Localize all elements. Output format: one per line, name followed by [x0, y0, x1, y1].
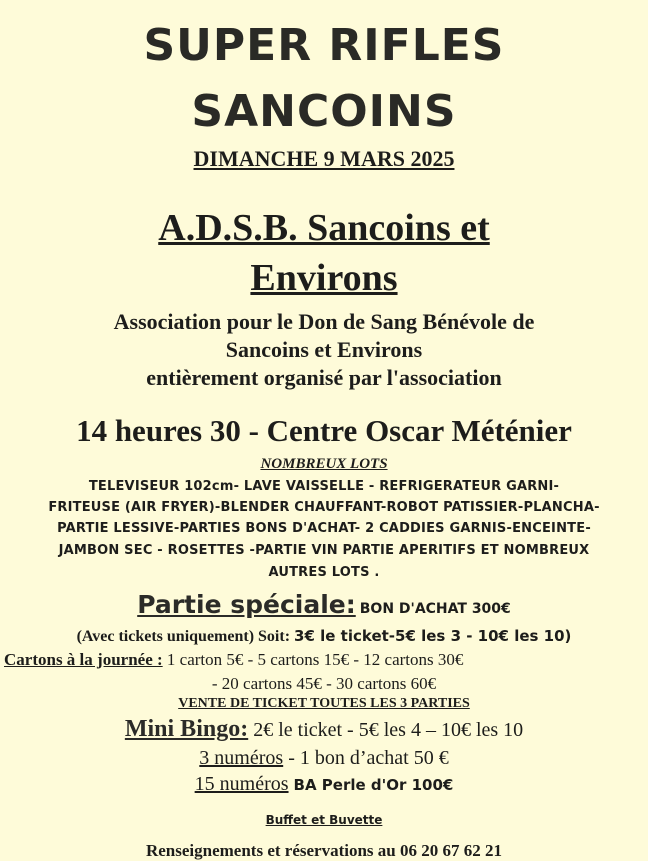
cartons-label: Cartons à la journée : [4, 650, 163, 669]
bingo-three-numbers [0, 747, 648, 770]
organizer-desc-line-3: entièrement organisé par l'association [146, 365, 502, 390]
special-note-prices: 3€ le ticket-5€ les 3 - 10€ les 10) [294, 627, 572, 645]
lots-line-1: TELEVISEUR 102cm- LAVE VAISSELLE - REFRIGERATEUR GARNI- [88, 479, 560, 494]
ticket-sale-note: VENTE DE TICKET TOUTES LES 3 PARTIES [178, 696, 470, 711]
cartons-line-1 [4, 650, 648, 670]
lots-line-4: JAMBON SEC - ROSETTES -PARTIE VIN PARTIE APERITIFS ET NOMBREUX [58, 543, 590, 558]
fifteen-numbers-label: 15 numéros [194, 773, 289, 795]
contact-info: Renseignements et réservations au 06 20 67 62 21 [145, 841, 502, 860]
lots-heading: NOMBREUX LOTS [260, 456, 388, 472]
organizer-name-line-1: A.D.S.B. Sancoins et [158, 207, 490, 249]
fifteen-numbers-prize: BA Perle d'Or 100€ [293, 776, 454, 794]
bingo-fifteen-numbers [0, 773, 648, 796]
organizer-name-line-2: Environs [250, 257, 398, 299]
title-line-1: SUPER RIFLES [143, 20, 505, 71]
three-numbers-label: 3 numéros [199, 747, 284, 769]
title-line-2: SANCOINS [191, 86, 457, 137]
cartons-prices-2: - 20 cartons 45€ - 30 cartons 60€ [211, 674, 437, 693]
organizer-desc-line-1: Association pour le Don de Sang Bénévole de [113, 309, 535, 334]
event-date: DIMANCHE 9 MARS 2025 [193, 146, 455, 171]
cartons-prices-1: 1 carton 5€ - 5 cartons 15€ - 12 cartons 30€ [166, 650, 464, 669]
special-game [0, 590, 648, 619]
lots-line-2: FRITEUSE (AIR FRYER)-BLENDER CHAUFFANT-ROBOT PATISSIER-PLANCHA- [48, 500, 600, 515]
organizer-desc-line-2: Sancoins et Environs [225, 337, 423, 362]
special-game-label: Partie spéciale: [137, 590, 356, 619]
mini-bingo [0, 716, 648, 743]
mini-bingo-label: Mini Bingo: [124, 716, 249, 742]
event-time-place: 14 heures 30 - Centre Oscar Méténier [76, 413, 572, 448]
lots-line-3: PARTIE LESSIVE-PARTIES BONS D'ACHAT- 2 CADDIES GARNIS-ENCEINTE- [57, 521, 591, 536]
lots-line-5: AUTRES LOTS . [268, 565, 380, 580]
buffet-buvette: Buffet et Buvette [265, 813, 383, 827]
special-game-prize: BON D'ACHAT 300€ [359, 601, 511, 617]
special-ticket-prices [0, 627, 648, 646]
special-note-prefix: (Avec tickets uniquement) Soit: [76, 628, 291, 645]
mini-bingo-prices: 2€ le ticket - 5€ les 4 – 10€ les 10 [253, 719, 524, 741]
three-numbers-prize: - 1 bon d’achat 50 € [288, 747, 449, 769]
